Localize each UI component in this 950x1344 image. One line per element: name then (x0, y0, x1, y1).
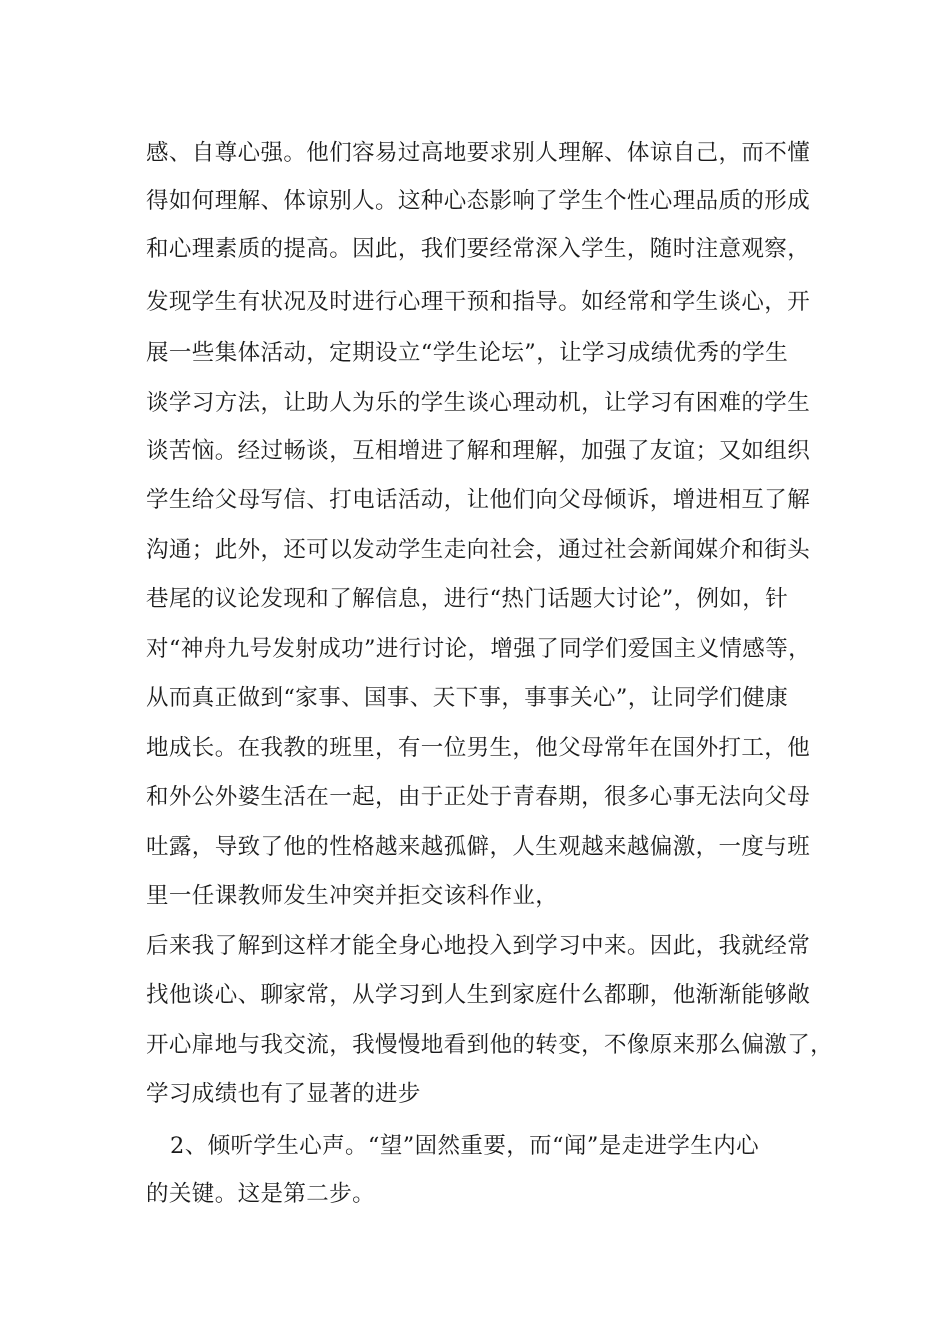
text-line: 学生给父母写信、打电话活动，让他们向父母倾诉，增进相互了解 (146, 487, 811, 513)
text-line: 找他谈心、聊家常，从学习到人生到家庭什么都聊，他渐渐能够敞 (146, 982, 811, 1008)
text-line: 2、倾听学生心声。“望”固然重要，而“闻”是走进学生内心 (170, 1133, 760, 1159)
text-line: 吐露，导致了他的性格越来越孤僻，人生观越来越偏激，一度与班 (146, 834, 811, 860)
text-line: 从而真正做到“家事、国事、天下事，事事关心”，让同学们健康 (146, 685, 789, 711)
text-line: 谈苦恼。经过畅谈，互相增进了解和理解，加强了友谊；又如组织 (146, 438, 811, 464)
text-line: 感、自尊心强。他们容易过高地要求别人理解、体谅自己，而不懂 (146, 140, 811, 166)
text-line: 的关键。这是第二步。 (146, 1181, 376, 1207)
text-line: 里一任课教师发生冲突并拒交该科作业， (146, 883, 559, 909)
text-line: 学习成绩也有了显著的进步 (146, 1081, 421, 1107)
text-line: 后来我了解到这样才能全身心地投入到学习中来。因此，我就经常 (146, 933, 811, 959)
text-line: 沟通；此外，还可以发动学生走向社会，通过社会新闻媒介和街头 (146, 537, 811, 563)
text-line: 发现学生有状况及时进行心理干预和指导。如经常和学生谈心，开 (146, 289, 811, 315)
text-line: 地成长。在我教的班里，有一位男生，他父母常年在国外打工，他 (146, 735, 811, 761)
text-line: 对“神舟九号发射成功”进行讨论，增强了同学们爱国主义情感等， (146, 636, 812, 662)
text-line: 和外公外婆生活在一起，由于正处于青春期，很多心事无法向父母 (146, 784, 811, 810)
text-line: 谈学习方法，让助人为乐的学生谈心理动机，让学习有困难的学生 (146, 390, 811, 416)
text-line: 和心理素质的提高。因此，我们要经常深入学生，随时注意观察， (146, 236, 811, 262)
text-line: 开心扉地与我交流，我慢慢地看到他的转变，不像原来那么偏激了， (146, 1032, 834, 1058)
text-line: 展一些集体活动，定期设立“学生论坛”，让学习成绩优秀的学生 (146, 340, 789, 366)
text-line: 巷尾的议论发现和了解信息，进行“热门话题大讨论”，例如，针 (146, 586, 789, 612)
text-line: 得如何理解、体谅别人。这种心态影响了学生个性心理品质的形成 (146, 188, 811, 214)
